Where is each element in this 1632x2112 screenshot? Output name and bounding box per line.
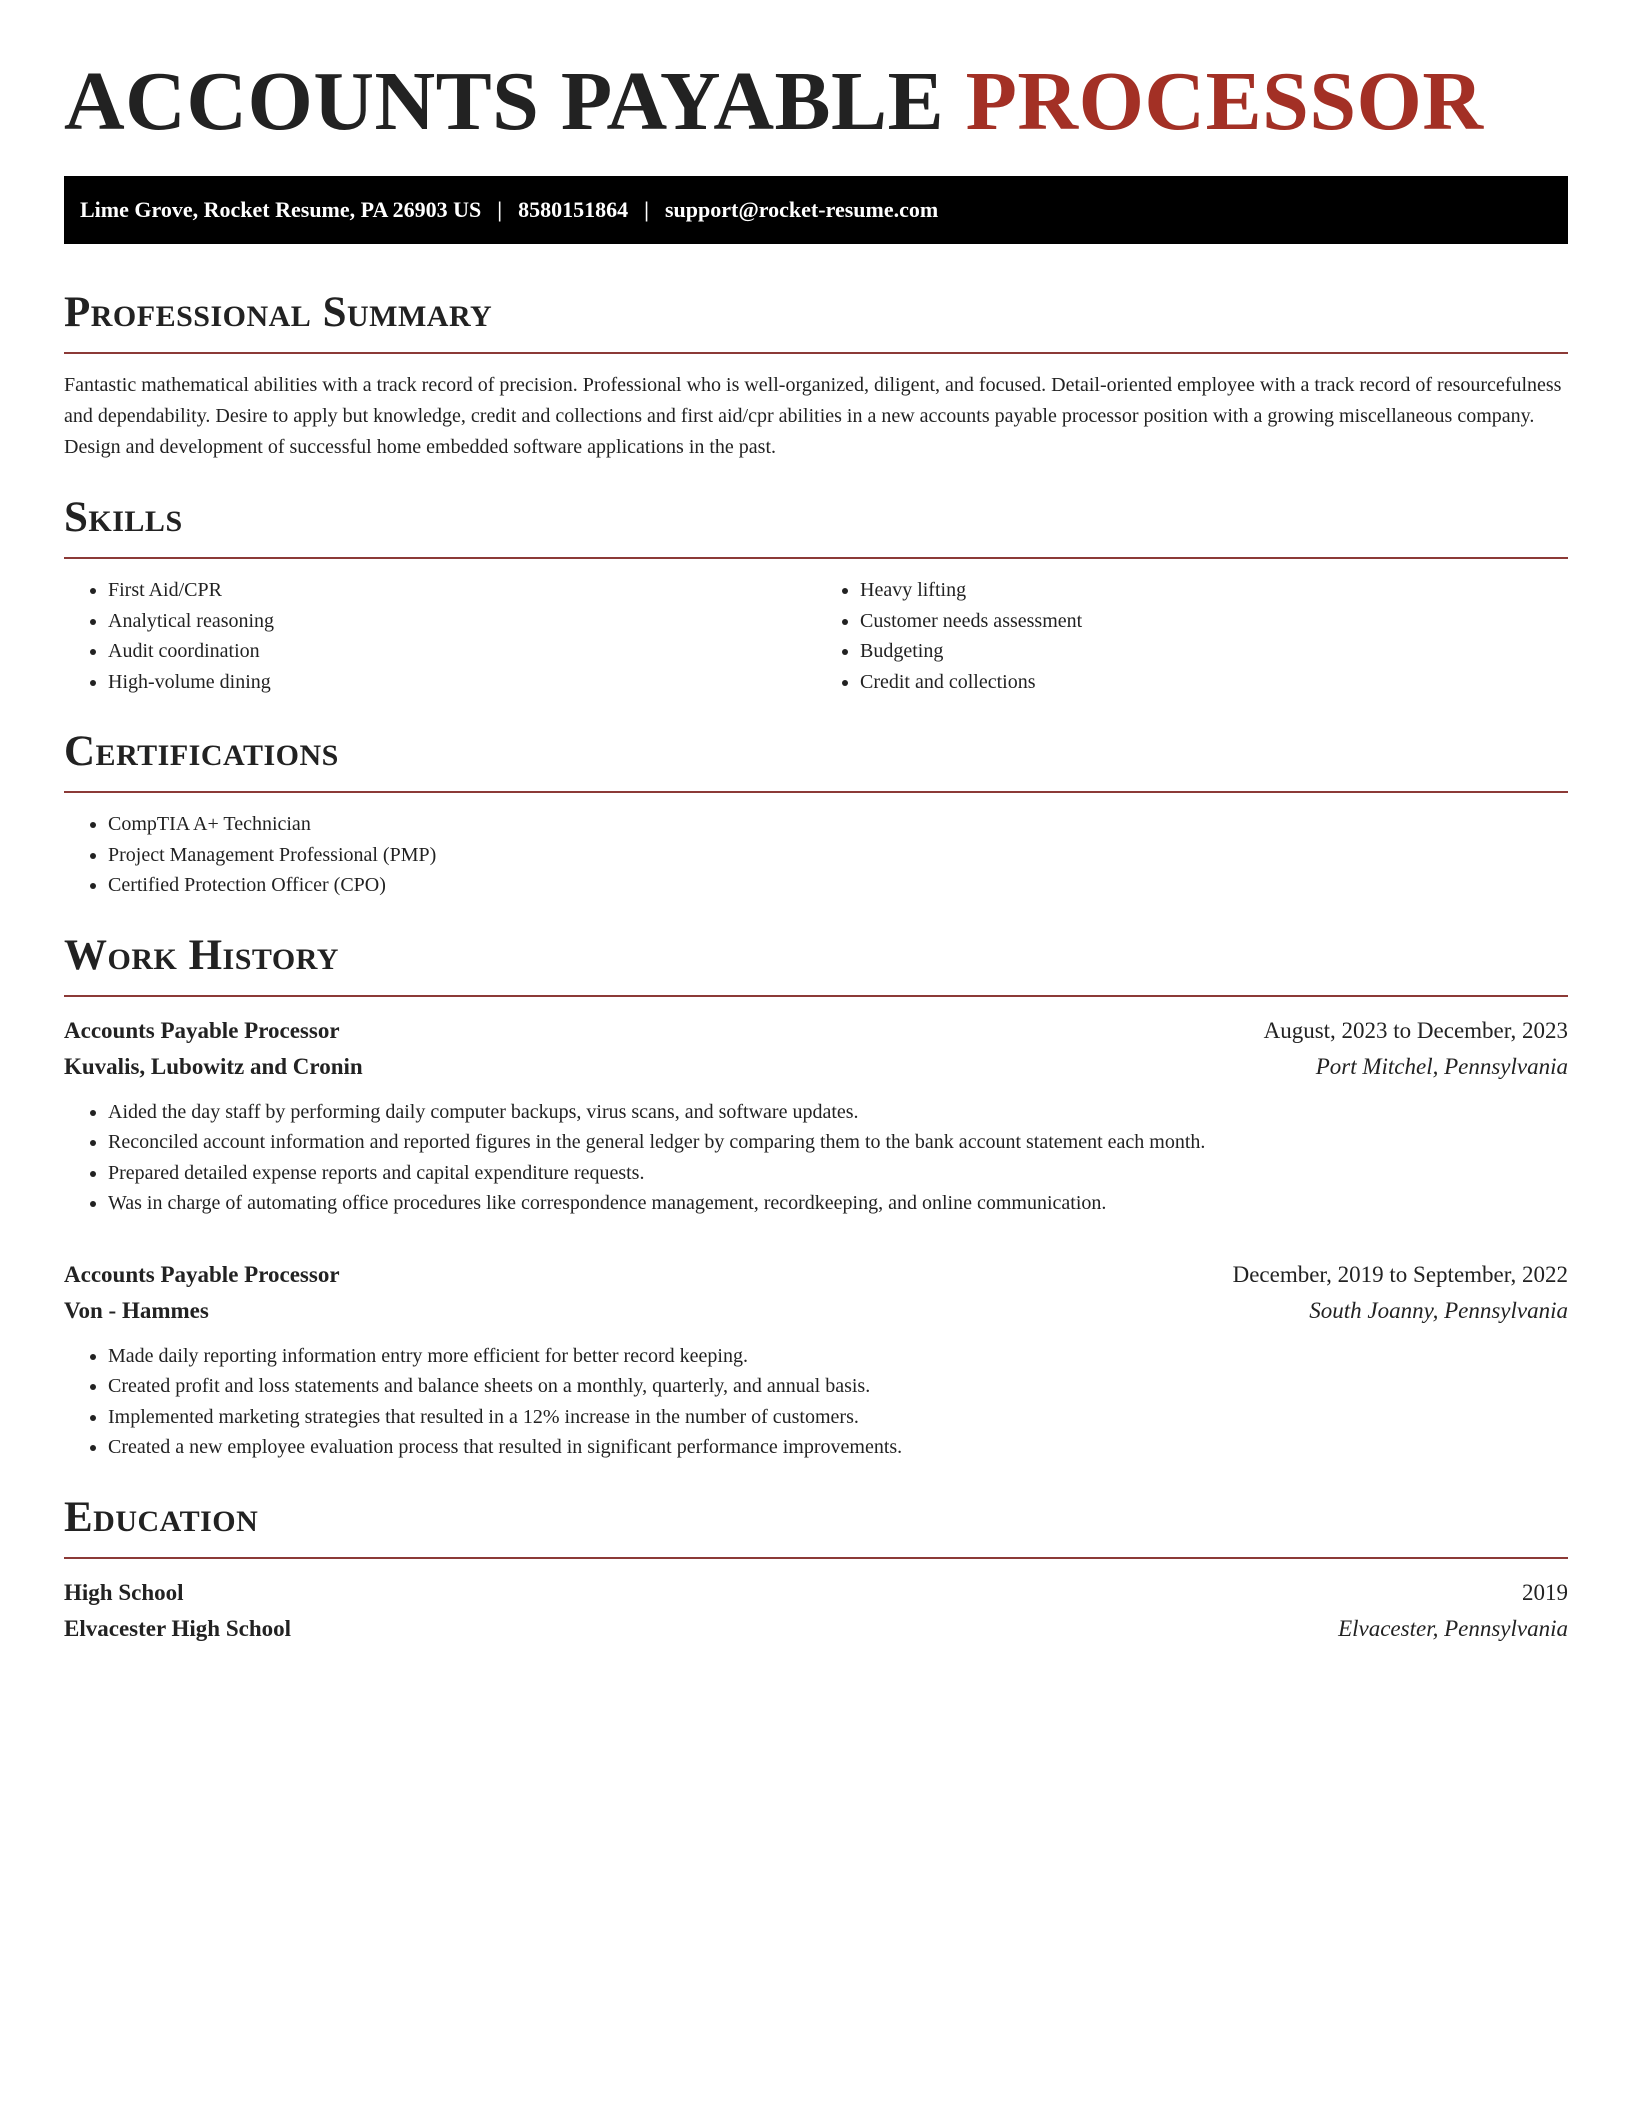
job-company: Von - Hammes xyxy=(64,1297,209,1323)
section-divider xyxy=(64,995,1568,997)
job-duty-item: • Created a new employee evaluation process that resulted in significant performance improvements. xyxy=(108,1432,1568,1463)
job-duty-item: • Was in charge of automating office procedures like correspondence management, recordkeeping, and online communication. xyxy=(108,1188,1568,1219)
job-header-row xyxy=(64,1013,1568,1049)
job-duty-item: • Aided the day staff by performing daily computer backups, virus scans, and software updates. xyxy=(108,1097,1568,1128)
resume-name xyxy=(64,0,1568,148)
skill-item: • Credit and collections xyxy=(860,667,1568,698)
education-section xyxy=(64,1493,1568,1647)
skill-item: • Audit coordination xyxy=(108,636,816,667)
contact-bar xyxy=(64,176,1568,244)
summary-section xyxy=(64,288,1568,463)
skills-grid xyxy=(64,559,1568,697)
job-duty-item: • Created profit and loss statements and balance sheets on a monthly, quarterly, and annual basis. xyxy=(108,1371,1568,1402)
skills-section xyxy=(64,493,1568,697)
name-primary: ACCOUNTS PAYABLE xyxy=(64,55,945,148)
summary-text: Fantastic mathematical abilities with a track record of precision. Professional who is well-organized, diligent, and focused. Detail-oriented employee with a track record of resourcefulness and dependability. Desire to apply but knowledge, credit and collections and first aid/cpr abilities in a new accounts payable processor position with a growing miscellaneous company. Design and development of successful home embedded software applications in the past. xyxy=(64,374,1562,458)
skill-item: • First Aid/CPR xyxy=(108,575,816,606)
certifications-list xyxy=(64,809,1568,901)
job-dates: August, 2023 to December, 2023 xyxy=(1263,1017,1568,1043)
job-location: Port Mitchel, Pennsylvania xyxy=(1315,1053,1568,1079)
job-entry xyxy=(64,1013,1568,1219)
education-entry xyxy=(64,1575,1568,1647)
job-company-row xyxy=(64,1293,1568,1329)
skill-item: • Budgeting xyxy=(860,636,1568,667)
skill-item: • Heavy lifting xyxy=(860,575,1568,606)
contact-separator: | xyxy=(644,197,649,222)
job-title: Accounts Payable Processor xyxy=(64,1261,340,1287)
section-title: Skills xyxy=(64,494,183,541)
section-title: Work History xyxy=(64,931,339,979)
job-dates: December, 2019 to September, 2022 xyxy=(1232,1261,1568,1287)
section-title: Education xyxy=(64,1493,259,1541)
education-degree-row xyxy=(64,1575,1568,1611)
job-location: South Joanny, Pennsylvania xyxy=(1309,1297,1568,1323)
section-divider xyxy=(64,791,1568,793)
job-duties-list xyxy=(64,1341,1568,1463)
job-duty-item: • Made daily reporting information entry more efficient for better record keeping. xyxy=(108,1341,1568,1372)
job-duties-list xyxy=(64,1097,1568,1219)
skills-list-right xyxy=(816,575,1568,697)
education-degree: High School xyxy=(64,1579,184,1605)
skill-item: • Customer needs assessment xyxy=(860,606,1568,637)
contact-phone: 8580151864 xyxy=(518,197,629,222)
job-company: Kuvalis, Lubowitz and Cronin xyxy=(64,1053,363,1079)
work-history-section xyxy=(64,931,1568,1463)
job-header-row xyxy=(64,1257,1568,1293)
education-year: 2019 xyxy=(1522,1579,1568,1605)
education-school: Elvacester High School xyxy=(64,1615,292,1641)
skill-item: • High-volume dining xyxy=(108,667,816,698)
section-title: Professional Summary xyxy=(64,289,493,336)
contact-email: support@rocket-resume.com xyxy=(664,197,939,222)
certification-item: • CompTIA A+ Technician xyxy=(108,809,1568,840)
certifications-section xyxy=(64,727,1568,901)
job-duty-item: • Prepared detailed expense reports and capital expenditure requests. xyxy=(108,1158,1568,1189)
contact-separator: | xyxy=(497,197,503,222)
job-title: Accounts Payable Processor xyxy=(64,1017,340,1043)
skill-item: • Analytical reasoning xyxy=(108,606,816,637)
job-duty-item: • Implemented marketing strategies that resulted in a 12% increase in the number of customers. xyxy=(108,1402,1568,1433)
section-divider xyxy=(64,1557,1568,1559)
name-accent: PROCESSOR xyxy=(965,55,1484,148)
education-location: Elvacester, Pennsylvania xyxy=(1338,1615,1568,1641)
job-duty-item: • Reconciled account information and reported figures in the general ledger by comparing them to the bank account statement each month. xyxy=(108,1127,1568,1158)
skills-list-left xyxy=(64,575,816,697)
contact-address: Lime Grove, Rocket Resume, PA 26903 US xyxy=(80,197,482,222)
job-company-row xyxy=(64,1049,1568,1085)
section-title: Certifications xyxy=(64,728,339,775)
education-school-row xyxy=(64,1611,1568,1647)
section-divider xyxy=(64,352,1568,354)
certification-item: • Project Management Professional (PMP) xyxy=(108,840,1568,871)
certification-item: • Certified Protection Officer (CPO) xyxy=(108,870,1568,901)
job-entry xyxy=(64,1257,1568,1463)
